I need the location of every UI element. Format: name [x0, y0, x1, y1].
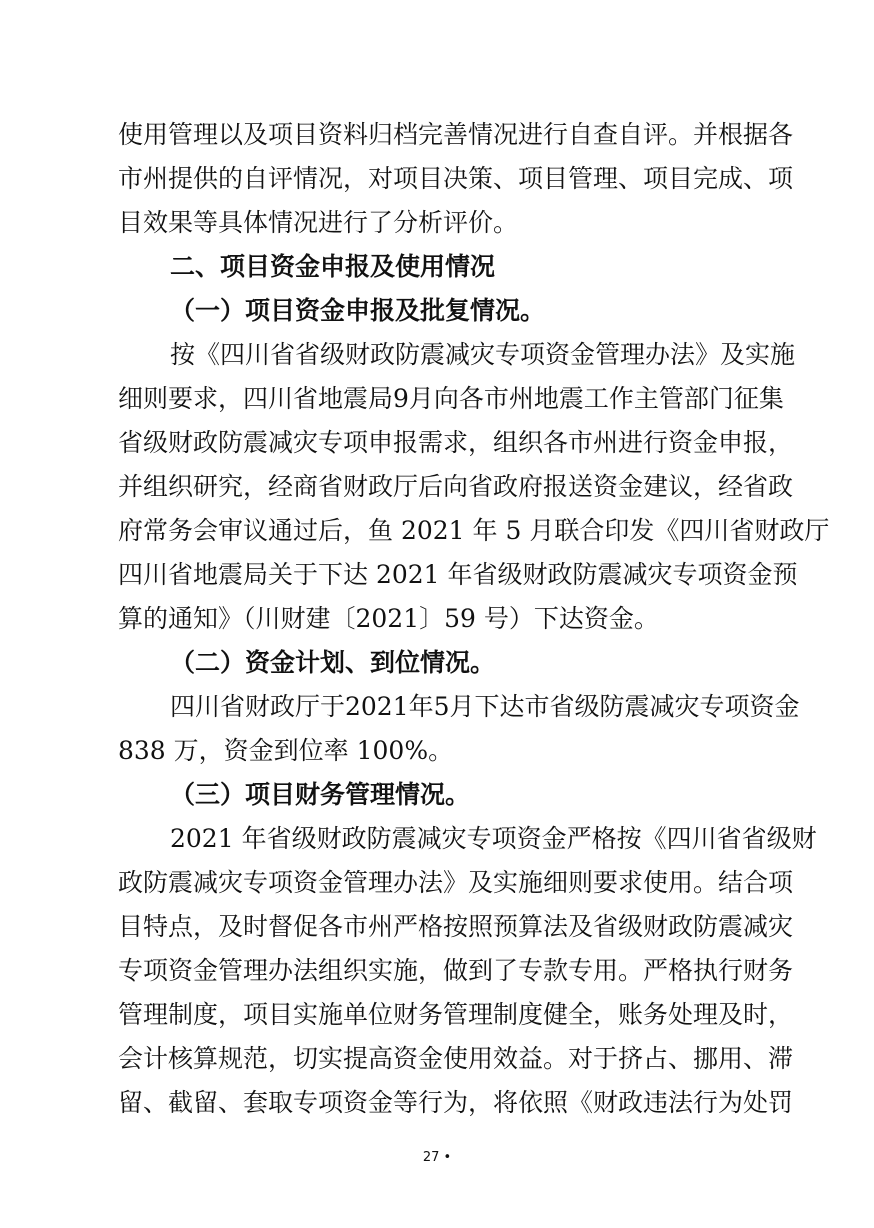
section-heading: 二、项目资金申报及使用情况 [170, 252, 496, 281]
body-text-line: 838 万，资金到位率 100%。 [118, 736, 454, 765]
body-text-line: 目特点，及时督促各市州严格按照预算法及省级财政防震减灾 [118, 912, 794, 941]
body-text-line: 目效果等具体情况进行了分析评价。 [118, 208, 519, 237]
body-text-line: 管理制度，项目实施单位财务管理制度健全，账务处理及时， [118, 1000, 794, 1029]
body-text-line: 四川省地震局关于下达 2021 年省级财政防震减灾专项资金预 [118, 560, 798, 589]
subsection-heading: （二）资金计划、到位情况。 [170, 648, 496, 677]
body-text-line: 2021 年省级财政防震减灾专项资金严格按《四川省省级财 [170, 824, 817, 853]
body-text-line: 按《四川省省级财政防震减灾专项资金管理办法》及实施 [170, 340, 796, 369]
body-text-line: 细则要求，四川省地震局9月向各市州地震工作主管部门征集 [118, 384, 784, 413]
body-text-line: 会计核算规范，切实提高资金使用效益。对于挤占、挪用、滞 [118, 1044, 794, 1073]
body-text-line: 省级财政防震减灾专项申报需求，组织各市州进行资金申报， [118, 428, 794, 457]
body-text-line: 府常务会审议通过后，鱼 2021 年 5 月联合印发《四川省财政厅 [118, 516, 830, 545]
subsection-heading: （一）项目资金申报及批复情况。 [170, 296, 546, 325]
body-text-line: 使用管理以及项目资料归档完善情况进行自查自评。并根据各 [118, 120, 794, 149]
body-text-line: 并组织研究，经商省财政厅后向省政府报送资金建议，经省政 [118, 472, 794, 501]
body-text-line: 专项资金管理办法组织实施，做到了专款专用。严格执行财务 [118, 956, 794, 985]
body-text-line: 算的通知》（川财建〔2021〕59 号）下达资金。 [118, 604, 659, 633]
subsection-heading: （三）项目财务管理情况。 [170, 780, 471, 809]
body-text-line: 政防震减灾专项资金管理办法》及实施细则要求使用。结合项 [118, 868, 794, 897]
body-text-line: 四川省财政厅于2021年5月下达市省级防震减灾专项资金 [170, 692, 800, 721]
body-text-line: 留、截留、套取专项资金等行为，将依照《财政违法行为处罚 [118, 1088, 794, 1117]
document-body [118, 113, 830, 1125]
page-number: 27 • [422, 1150, 452, 1165]
body-text-line: 市州提供的自评情况，对项目决策、项目管理、项目完成、项 [118, 164, 794, 193]
